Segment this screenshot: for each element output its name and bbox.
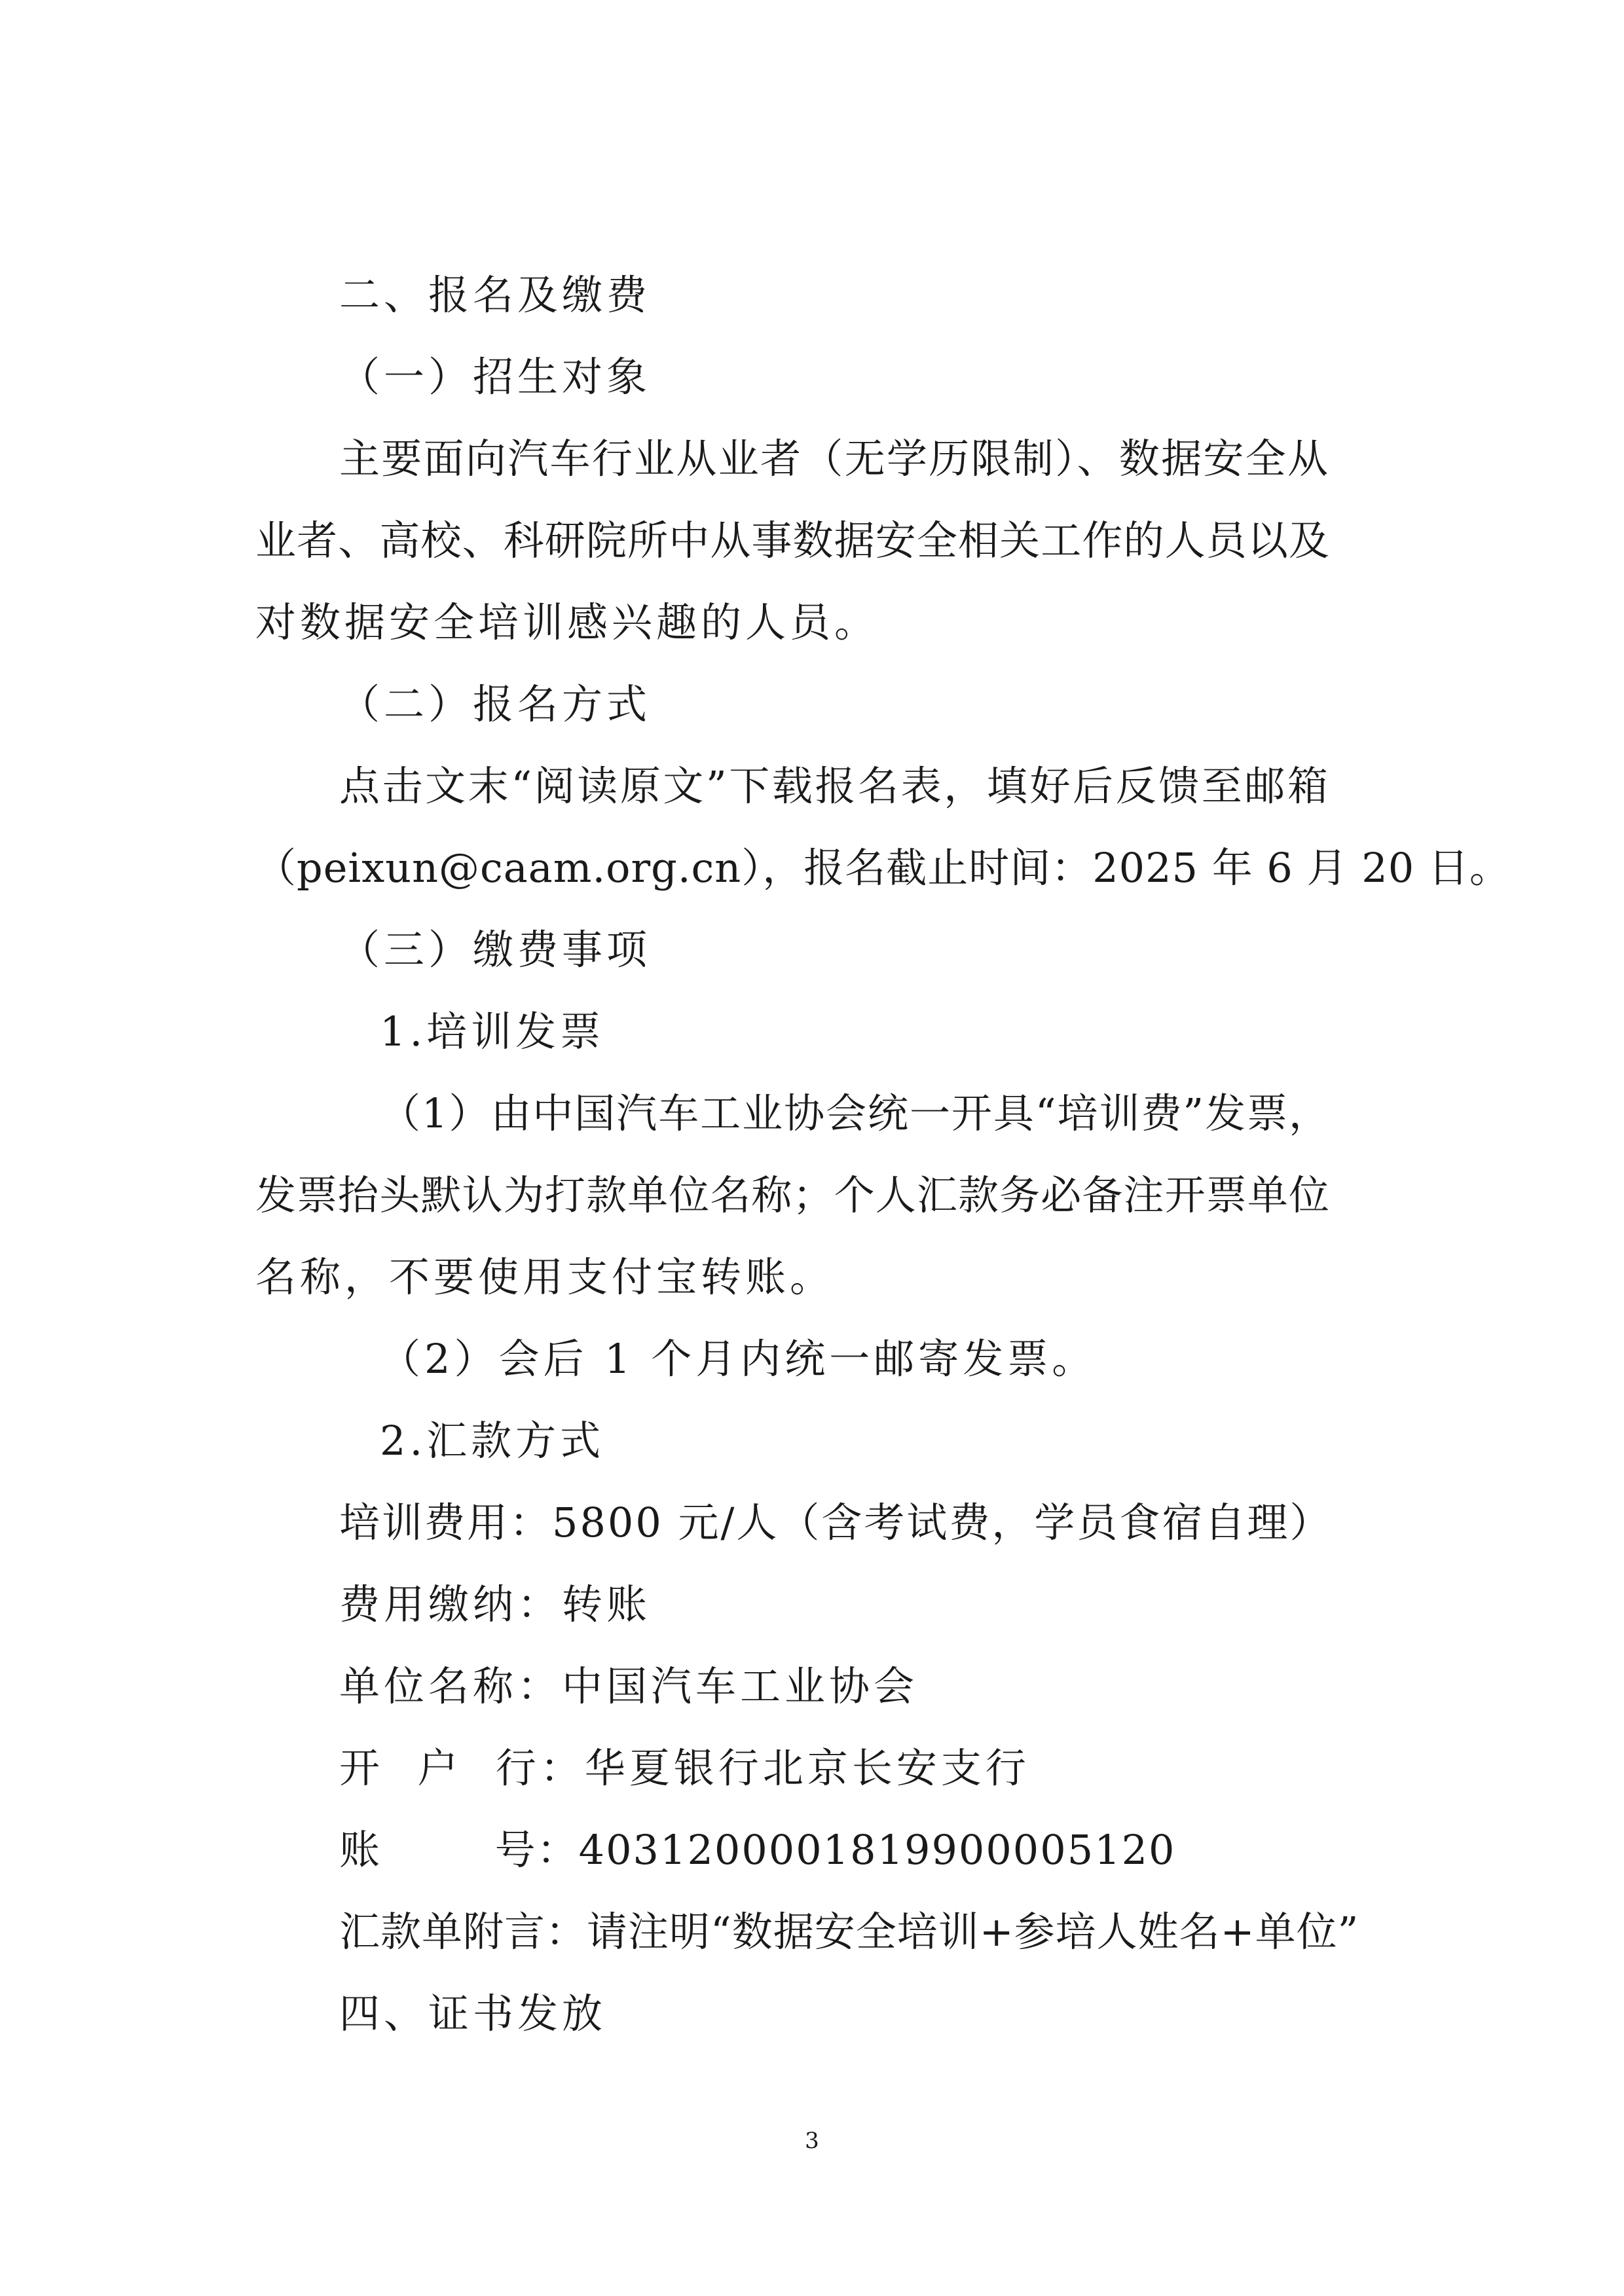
paragraph-audience-line-3: 对数据安全培训感兴趣的人员。 bbox=[255, 598, 879, 646]
paragraph-audience-line-2: 业者、高校、科研院所中从事数据安全相关工作的人员以及 bbox=[255, 517, 1329, 564]
page-number: 3 bbox=[805, 2128, 819, 2154]
subheading-registration-method: （二）报名方式 bbox=[339, 680, 652, 728]
field-bank: 开 户 行：华夏银行北京长安支行 bbox=[339, 1744, 1030, 1792]
field-account-number: 账 号：403120000181990000512​0 bbox=[339, 1826, 1176, 1874]
section-heading-certificate: 四、证书发放 bbox=[339, 1990, 607, 2037]
field-payment-method: 费用缴纳：转账 bbox=[339, 1580, 652, 1628]
paragraph-invoice-line-2: 发票抬头默认为打款单位名称；个人汇款务必备注开票单位 bbox=[255, 1171, 1329, 1219]
field-training-fee: 培训费用：5800 元/人（含考试费，学员食宿自理） bbox=[339, 1499, 1333, 1546]
subheading-payment-matters: （三）缴费事项 bbox=[339, 926, 652, 974]
field-remittance-note: 汇款单附言：请注明“数据安全培训+参培人姓名+单位” bbox=[339, 1908, 1359, 1956]
subheading-target-audience: （一）招生对象 bbox=[339, 353, 652, 401]
paragraph-invoice-line-1: （1）由中国汽车工业协会统一开具“培训费”发票， bbox=[380, 1089, 1329, 1137]
paragraph-audience-line-1: 主要面向汽车行业从业者（无学历限制）、数据安全从 bbox=[339, 435, 1328, 483]
paragraph-registration-line-1: 点击文末“阅读原文”下载报名表，填好后反馈至邮箱 bbox=[339, 762, 1328, 810]
field-organization-name: 单位名称：中国汽车工业协会 bbox=[339, 1662, 919, 1710]
section-heading-registration-fees: 二、报名及缴费 bbox=[339, 271, 652, 319]
paragraph-registration-line-2: （peixun@caam.org.cn），报名截止时间：2025 年 6 月 20 日。 bbox=[255, 844, 1511, 892]
paragraph-invoice-mailing: （2）会后 1 个月内统一邮寄发票。 bbox=[380, 1335, 1097, 1383]
item-heading-invoice: 1.培训发票 bbox=[380, 1008, 605, 1055]
paragraph-invoice-line-3: 名称，不要使用支付宝转账。 bbox=[255, 1253, 835, 1301]
item-heading-remittance: 2.汇款方式 bbox=[380, 1417, 605, 1465]
